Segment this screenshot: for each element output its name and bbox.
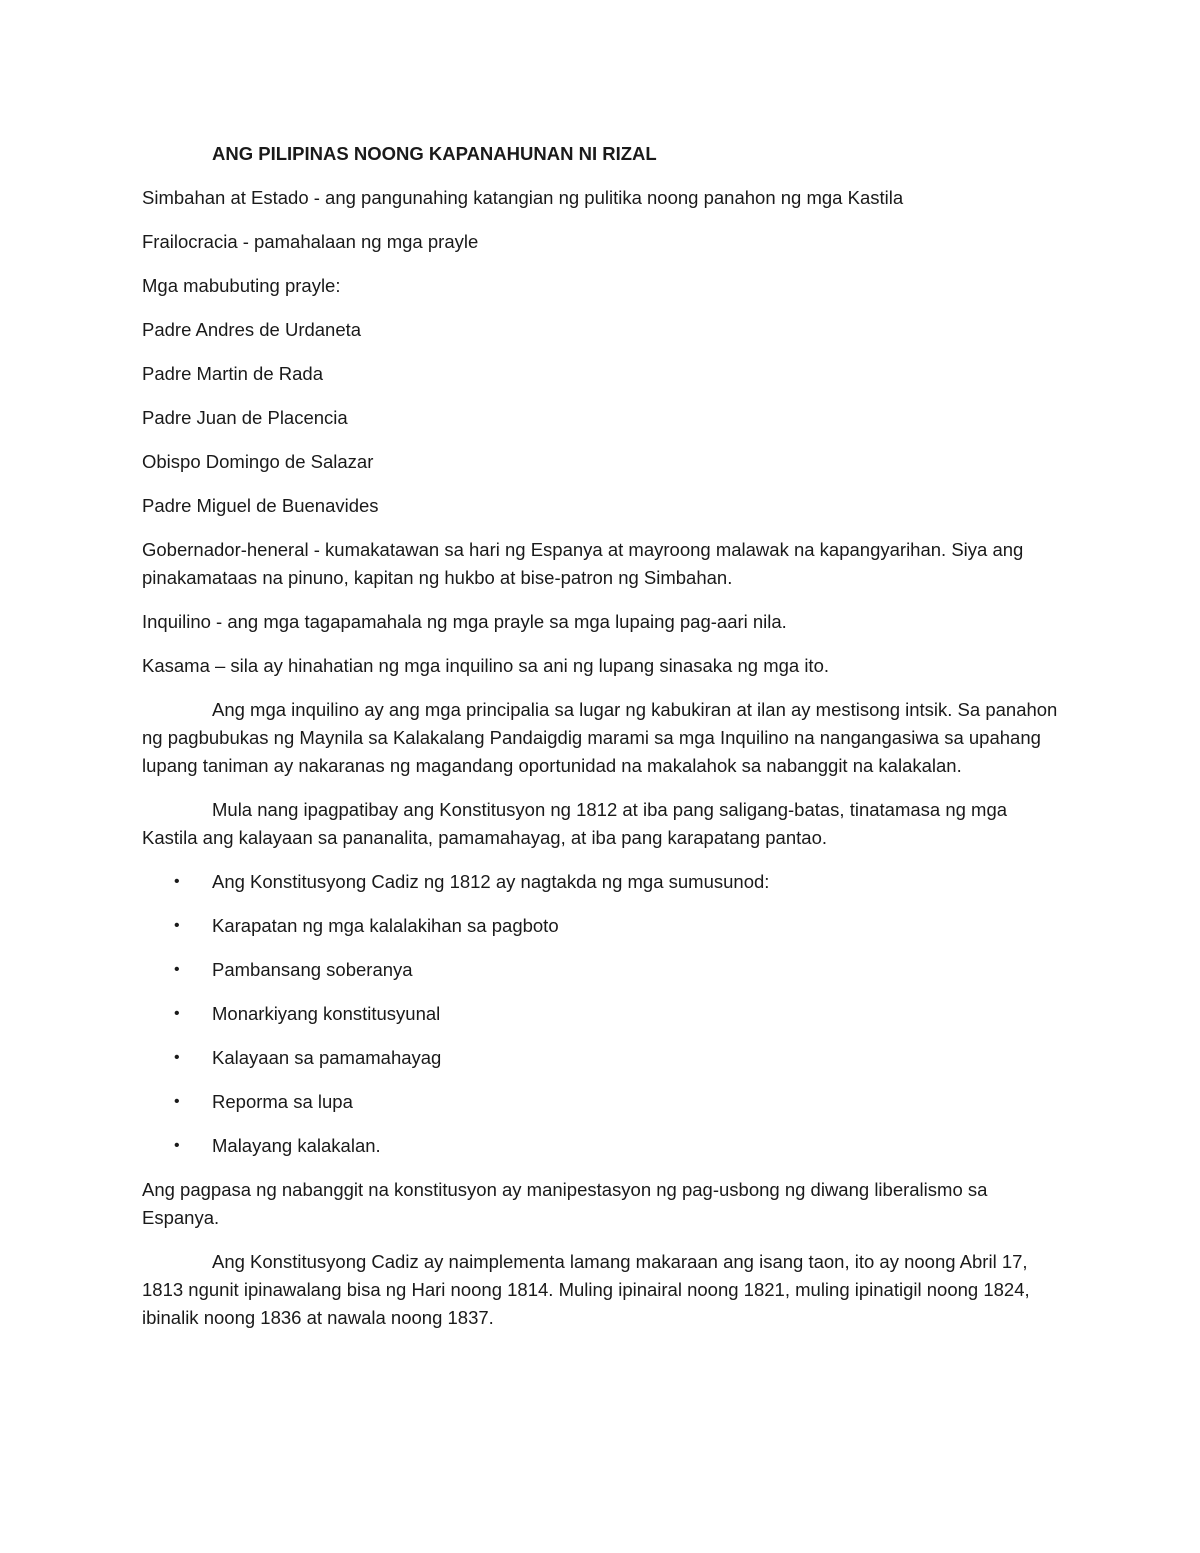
line-kasama: Kasama – sila ay hinahatian ng mga inquilino sa ani ng lupang sinasaka ng mga ito. [142, 655, 830, 676]
list-item [142, 1000, 1062, 1028]
list-item-text: Monarkiyang konstitusyunal [212, 1003, 441, 1024]
list-item [142, 1132, 1062, 1160]
bullet-icon: • [174, 1137, 180, 1154]
line-salazar: Obispo Domingo de Salazar [142, 451, 374, 472]
bullet-icon: • [174, 961, 180, 978]
list-item-text: Pambansang soberanya [212, 959, 413, 980]
line-urdaneta: Padre Andres de Urdaneta [142, 319, 362, 340]
line-rada: Padre Martin de Rada [142, 363, 323, 384]
line-mabubuting-prayle: Mga mabubuting prayle: [142, 275, 341, 296]
paragraph-liberalismo: Ang pagpasa ng nabanggit na konstitusyon ay manipestasyon ng pag-usbong ng diwang liberalismo sa Espanya. [142, 1179, 988, 1228]
bullet-icon: • [174, 917, 180, 934]
line-gobernador-heneral: Gobernador-heneral - kumakatawan sa hari ng Espanya at mayroong malawak na kapangyarihan. Siya ang pinakamataas na pinuno, kapitan ng hukbo at bise-patron ng Simbahan. [142, 539, 1024, 588]
bullet-icon: • [174, 1049, 180, 1066]
list-item [142, 912, 1062, 940]
list-item-text: Ang Konstitusyong Cadiz ng 1812 ay nagtakda ng mga sumusunod: [212, 871, 770, 892]
list-item [142, 1088, 1062, 1116]
paragraph-cadiz: Ang Konstitusyong Cadiz ay naimplementa lamang makaraan ang isang taon, ito ay noong Abril 17, 1813 ngunit ipinawalang bisa ng Hari noong 1814. Muling ipinairal noong 1821, muling ipinatigil noong 1824, ibinalik noong 1836 at nawala noong 1837. [142, 1251, 1030, 1328]
document-page [142, 140, 1062, 1348]
line-simbahan-estado: Simbahan at Estado - ang pangunahing katangian ng pulitika noong panahon ng mga Kastila [142, 187, 904, 208]
line-buenavides: Padre Miguel de Buenavides [142, 495, 379, 516]
bullet-icon: • [174, 1093, 180, 1110]
bullet-icon: • [174, 1005, 180, 1022]
list-item [142, 868, 1062, 896]
line-inquilino: Inquilino - ang mga tagapamahala ng mga prayle sa mga lupaing pag-aari nila. [142, 611, 787, 632]
document-title: ANG PILIPINAS NOONG KAPANAHUNAN NI RIZAL [212, 143, 657, 164]
list-item-text: Reporma sa lupa [212, 1091, 353, 1112]
list-item [142, 1044, 1062, 1072]
bullet-icon: • [174, 873, 180, 890]
paragraph-inquilino: Ang mga inquilino ay ang mga principalia sa lugar ng kabukiran at ilan ay mestisong intsik. Sa panahon ng pagbubukas ng Maynila sa Kalakalang Pandaigdig marami sa mga Inquilino na nangangasiwa sa upahang lupang taniman ay nakaranas ng magandang oportunidad na makalahok sa nabanggit na kalakalan. [142, 699, 1058, 776]
list-item-text: Karapatan ng mga kalalakihan sa pagboto [212, 915, 559, 936]
list-item-text: Malayang kalakalan. [212, 1135, 381, 1156]
list-item [142, 956, 1062, 984]
line-frailocracia: Frailocracia - pamahalaan ng mga prayle [142, 231, 479, 252]
paragraph-konstitusyon: Mula nang ipagpatibay ang Konstitusyon ng 1812 at iba pang saligang-batas, tinatamasa ng mga Kastila ang kalayaan sa pananalita, pamamahayag, at iba pang karapatang pantao. [142, 799, 1008, 848]
line-placencia: Padre Juan de Placencia [142, 407, 348, 428]
bullet-list [142, 868, 1062, 1160]
list-item-text: Kalayaan sa pamamahayag [212, 1047, 442, 1068]
